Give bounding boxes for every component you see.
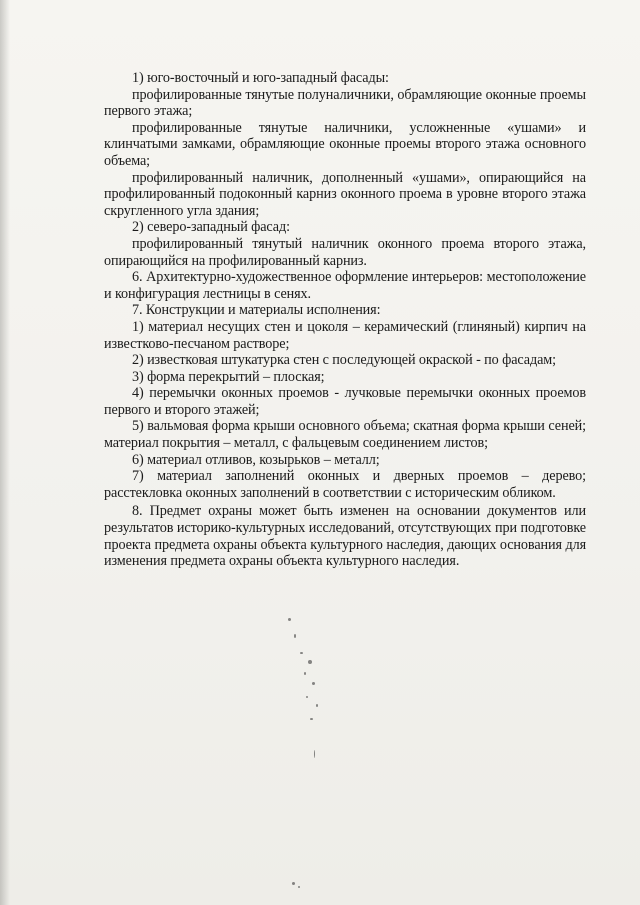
- paragraph-window-fillings: 7) материал заполнений оконных и дверных проемов – дерево; расстекловка оконных заполнений в соответствии с историческим обликом.: [104, 468, 586, 501]
- paragraph-platbands-second-floor: профилированные тянутые наличники, усложненные «ушами» и клинчатыми замками, обрамляющие оконные проемы второго этажа основного объема;: [104, 119, 586, 169]
- paragraph-drips: 6) материал отливов, козырьков – металл;: [132, 451, 380, 468]
- document-body: [104, 70, 586, 570]
- paragraph-protection-change: 8. Предмет охраны может быть изменен на основании документов или результатов историко-культурных исследований, отсутствующих при подготовке проекта предмета охраны объекта культурного наследия, дающих основания для изменения предмета охраны объекта культурного наследия.: [104, 503, 586, 570]
- ink-speckles: [270, 600, 350, 900]
- paragraph-plaster: 2) известковая штукатурка стен с последующей окраской - по фасадам;: [132, 352, 556, 369]
- paragraph-facade-nw: 2) северо-западный фасад:: [132, 219, 290, 236]
- paragraph-floors: 3) форма перекрытий – плоская;: [132, 368, 325, 385]
- paragraph-facades-se-sw: 1) юго-восточный и юго-западный фасады:: [132, 70, 389, 86]
- paragraph-interiors: 6. Архитектурно-художественное оформление интерьеров: местоположение и конфигурация лестницы в сенях.: [104, 269, 586, 302]
- scan-edge-shadow: [0, 0, 10, 905]
- paragraph-half-platbands: профилированные тянутые полуналичники, обрамляющие оконные проемы первого этажа;: [104, 86, 586, 120]
- paragraph-roof: 5) вальмовая форма крыши основного объема; скатная форма крыши сеней; материал покрытия – металл, с фальцевым соединением листов;: [104, 418, 586, 452]
- paragraph-constructions-heading: 7. Конструкции и материалы исполнения:: [132, 302, 381, 319]
- paragraph-nw-platband: профилированный тянутый наличник оконного проема второго этажа, опирающийся на профилированный карниз.: [104, 235, 586, 269]
- paragraph-platband-rounded-corner: профилированный наличник, дополненный «ушами», опирающийся на профилированный подоконный карниз оконного проема в уровне второго этажа скругленного угла здания;: [104, 169, 586, 219]
- paragraph-walls-material: 1) материал несущих стен и цоколя – керамический (глиняный) кирпич на известково-песчаном растворе;: [104, 318, 586, 352]
- paragraph-lintels: 4) перемычки оконных проемов - лучковые перемычки оконных проемов первого и второго этажей;: [104, 385, 586, 418]
